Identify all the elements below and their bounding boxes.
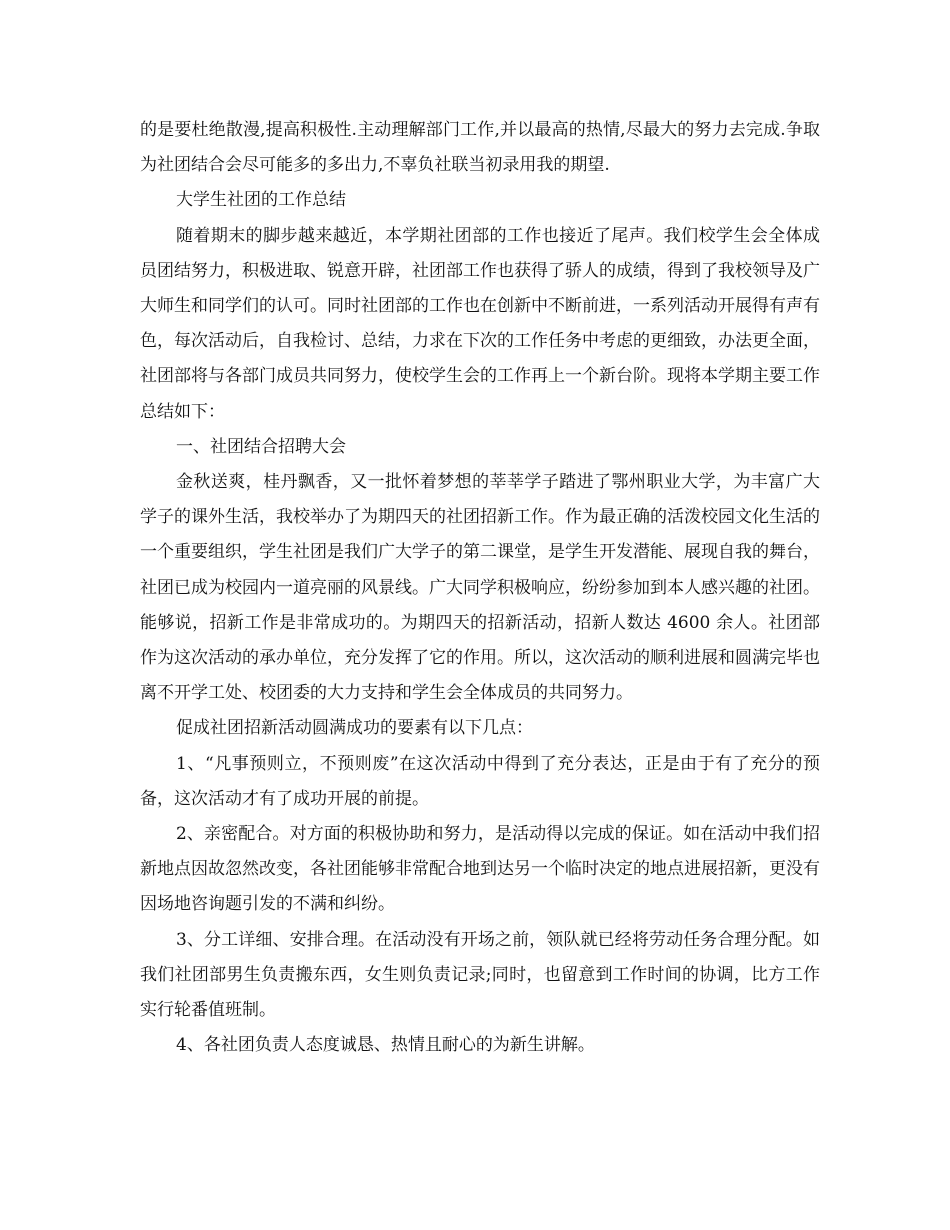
section-heading: 大学生社团的工作总结 <box>176 190 346 211</box>
list-item-4: 4、各社团负责人态度诚恳、热情且耐心的为新生讲解。 <box>176 1035 595 1056</box>
document-body <box>140 113 820 1063</box>
section-heading-recruitment: 一、社团结合招聘大会 <box>176 436 346 457</box>
list-item-1: 1、“凡事预则立，不预则废”在这次活动中得到了充分表达，正是由于有了充分的预备，这次活动才有了成功开展的前提。 <box>140 753 820 809</box>
paragraph-factors-intro: 促成社团招新活动圆满成功的要素有以下几点： <box>176 718 533 739</box>
paragraph-recruitment: 金秋送爽，桂丹飘香，又一批怀着梦想的莘莘学子踏进了鄂州职业大学，为丰富广大学子的课外生活，我校举办了为期四天的社团招新工作。作为最正确的活泼校园文化生活的一个重要组织，学生社团是我们广大学子的第二课堂，是学生开发潜能、展现自我的舞台，社团已成为校园内一道亮丽的风景线。广大同学积极响应，纷纷参加到本人感兴趣的社团。能够说，招新工作是非常成功的。为期四天的招新活动，招新人数达 4600 余人。社团部作为这次活动的承办单位，充分发挥了它的作用。所以，这次活动的顺利进展和圆满完毕也离不开学工处、校团委的大力支持和学生会全体成员的共同努力。 <box>140 472 820 704</box>
list-item-2: 2、亲密配合。对方面的积极协助和努力，是活动得以完成的保证。如在活动中我们招新地点因故忽然改变，各社团能够非常配合地到达另一个临时决定的地点进展招新，更没有因场地咨询题引发的不满和纠纷。 <box>140 824 820 915</box>
paragraph-intro: 随着期末的脚步越来越近，本学期社团部的工作也接近了尾声。我们校学生会全体成员团结努力，积极进取、锐意开辟，社团部工作也获得了骄人的成绩，得到了我校领导及广大师生和同学们的认可。同时社团部的工作也在创新中不断前进，一系列活动开展得有声有色，每次活动后，自我检讨、总结，力求在下次的工作任务中考虑的更细致，办法更全面，社团部将与各部门成员共同努力，使校学生会的工作再上一个新台阶。现将本学期主要工作总结如下： <box>140 225 820 422</box>
list-item-3: 3、分工详细、安排合理。在活动没有开场之前，领队就已经将劳动任务合理分配。如我们社团部男生负责搬东西，女生则负责记录;同时，也留意到工作时间的协调，比方工作实行轮番值班制。 <box>140 929 820 1021</box>
paragraph-continuation: 的是要杜绝散漫,提高积极性.主动理解部门工作,并以最高的热情,尽最大的努力去完成.争取为社团结合会尽可能多的多出力,不辜负社联当初录用我的期望. <box>140 120 820 176</box>
